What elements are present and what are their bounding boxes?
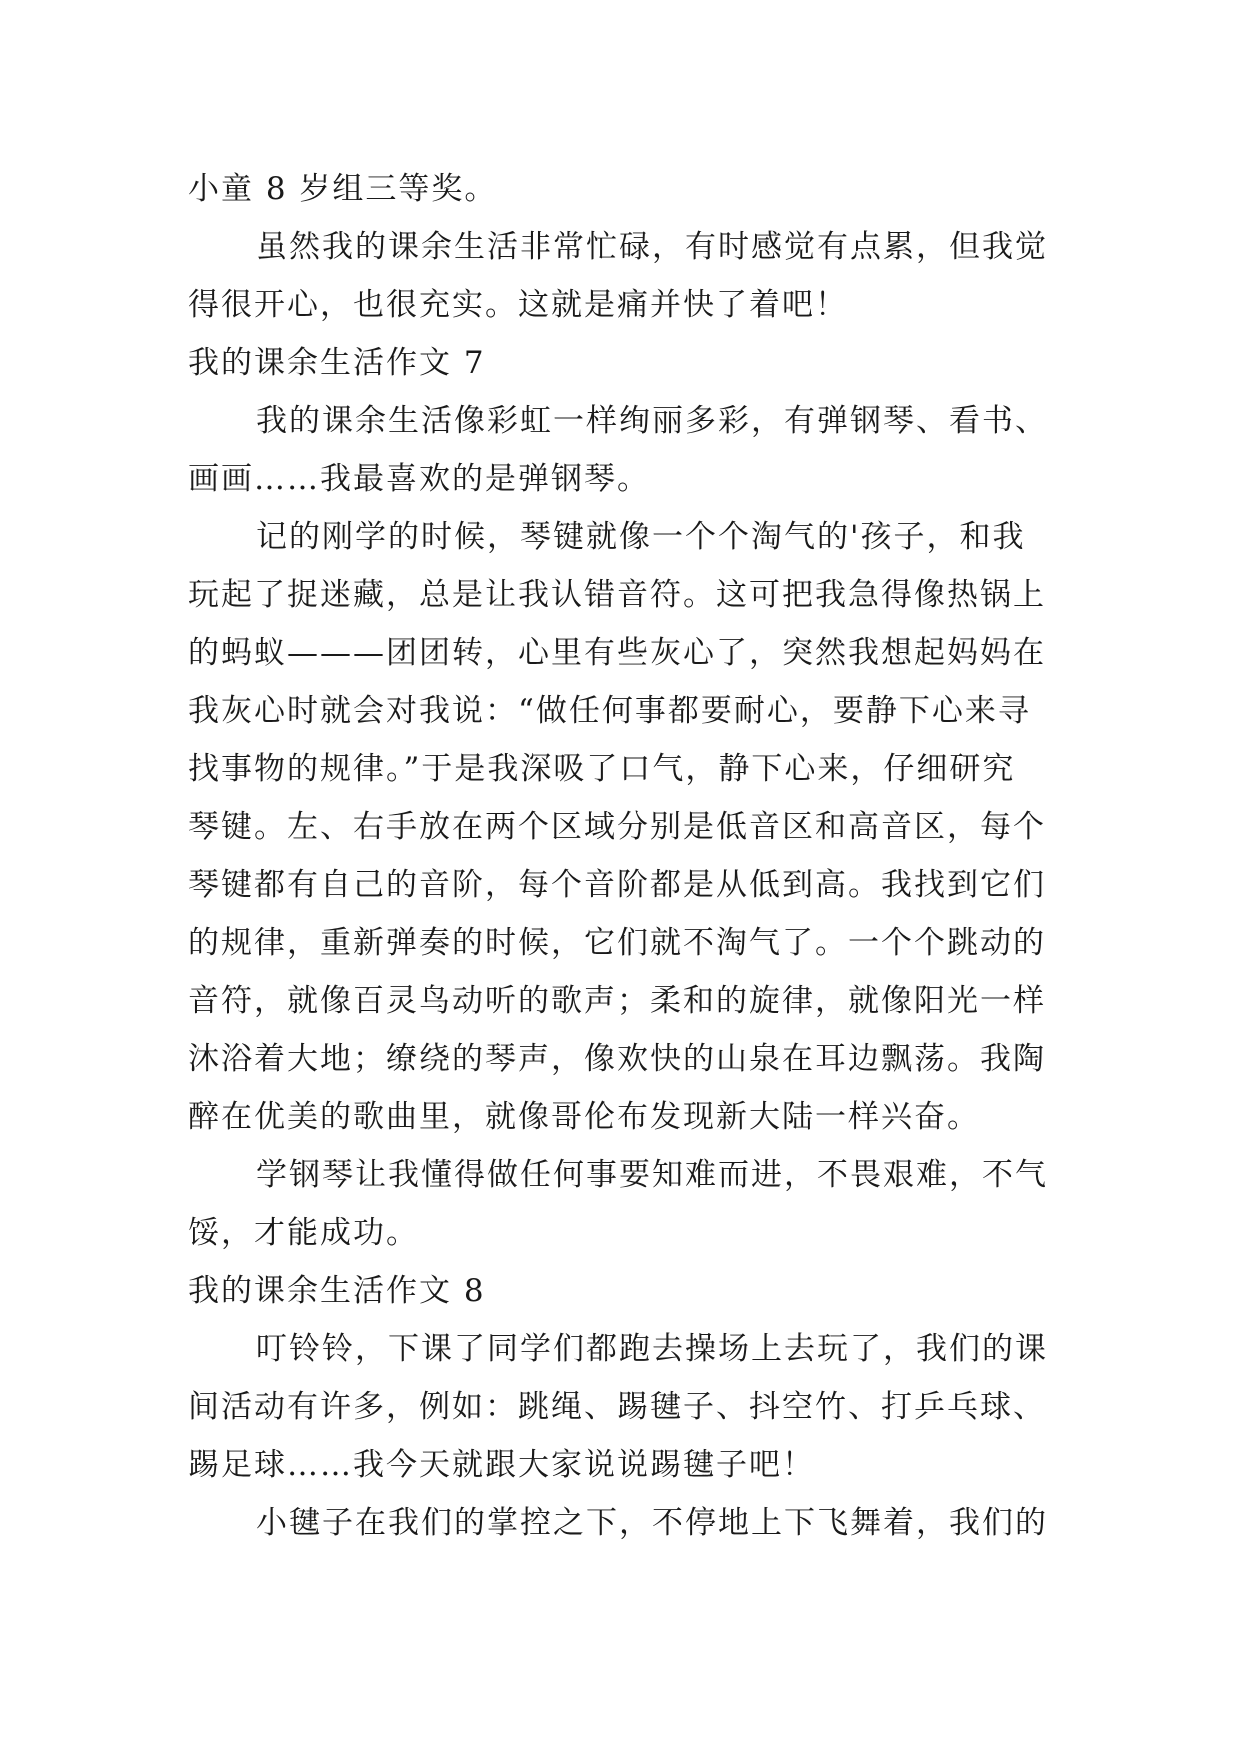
text-line: 记的刚学的时候，琴键就像一个个淘气的'孩子，和我: [256, 519, 1026, 555]
text-line: 馁，才能成功。: [188, 1215, 419, 1251]
paragraph-8-1: [188, 1320, 1068, 1494]
heading-text: 我的课余生活作文 8: [188, 1273, 486, 1309]
text-line: 间活动有许多，例如：跳绳、踢毽子、抖空竹、打乒乓球、: [188, 1389, 1046, 1425]
paragraph-prev-end: [188, 160, 1068, 218]
text-line: 玩起了捉迷藏，总是让我认错音符。这可把我急得像热锅上: [188, 577, 1046, 613]
paragraph-7-2: [188, 508, 1068, 1146]
text-line: 找事物的规律。”于是我深吸了口气，静下心来，仔细研究: [188, 751, 1016, 787]
heading-text: 我的课余生活作文 7: [188, 345, 486, 381]
text-line: 学钢琴让我懂得做任何事要知难而进，不畏艰难，不气: [256, 1157, 1048, 1193]
essay-heading-7: [188, 334, 1068, 392]
text-line: 踢足球……我今天就跟大家说说踢毽子吧！: [188, 1447, 815, 1483]
text-line: 琴键都有自己的音阶，每个音阶都是从低到高。我找到它们: [188, 867, 1046, 903]
text-line: 琴键。左、右手放在两个区域分别是低音区和高音区，每个: [188, 809, 1046, 845]
text-line: 沐浴着大地；缭绕的琴声，像欢快的山泉在耳边飘荡。我陶: [188, 1041, 1046, 1077]
text-line: 叮铃铃，下课了同学们都跑去操场上去玩了，我们的课: [256, 1331, 1048, 1367]
text-line: 音符，就像百灵鸟动听的歌声；柔和的旋律，就像阳光一样: [188, 983, 1046, 1019]
text-line: 的规律，重新弹奏的时候，它们就不淘气了。一个个跳动的: [188, 925, 1046, 961]
text-line: 我的课余生活像彩虹一样绚丽多彩，有弹钢琴、看书、: [256, 403, 1048, 439]
paragraph-prev-conclusion: [188, 218, 1068, 334]
paragraph-7-1: [188, 392, 1068, 508]
document-content: [188, 160, 1068, 1552]
text-line: 虽然我的课余生活非常忙碌，有时感觉有点累，但我觉: [256, 229, 1048, 265]
paragraph-8-2: [188, 1494, 1068, 1552]
text-line: 小毽子在我们的掌控之下，不停地上下飞舞着，我们的: [256, 1505, 1048, 1541]
text-line: 画画……我最喜欢的是弹钢琴。: [188, 461, 650, 497]
text-line: 的蚂蚁———团团转，心里有些灰心了，突然我想起妈妈在: [188, 635, 1046, 671]
text-line: 小童 8 岁组三等奖。: [188, 171, 498, 207]
text-line: 醉在优美的歌曲里，就像哥伦布发现新大陆一样兴奋。: [188, 1099, 980, 1135]
text-line: 得很开心，也很充实。这就是痛并快了着吧！: [188, 287, 848, 323]
paragraph-7-3: [188, 1146, 1068, 1262]
text-line: 我灰心时就会对我说：“做任何事都要耐心，要静下心来寻: [188, 693, 1031, 729]
essay-heading-8: [188, 1262, 1068, 1320]
